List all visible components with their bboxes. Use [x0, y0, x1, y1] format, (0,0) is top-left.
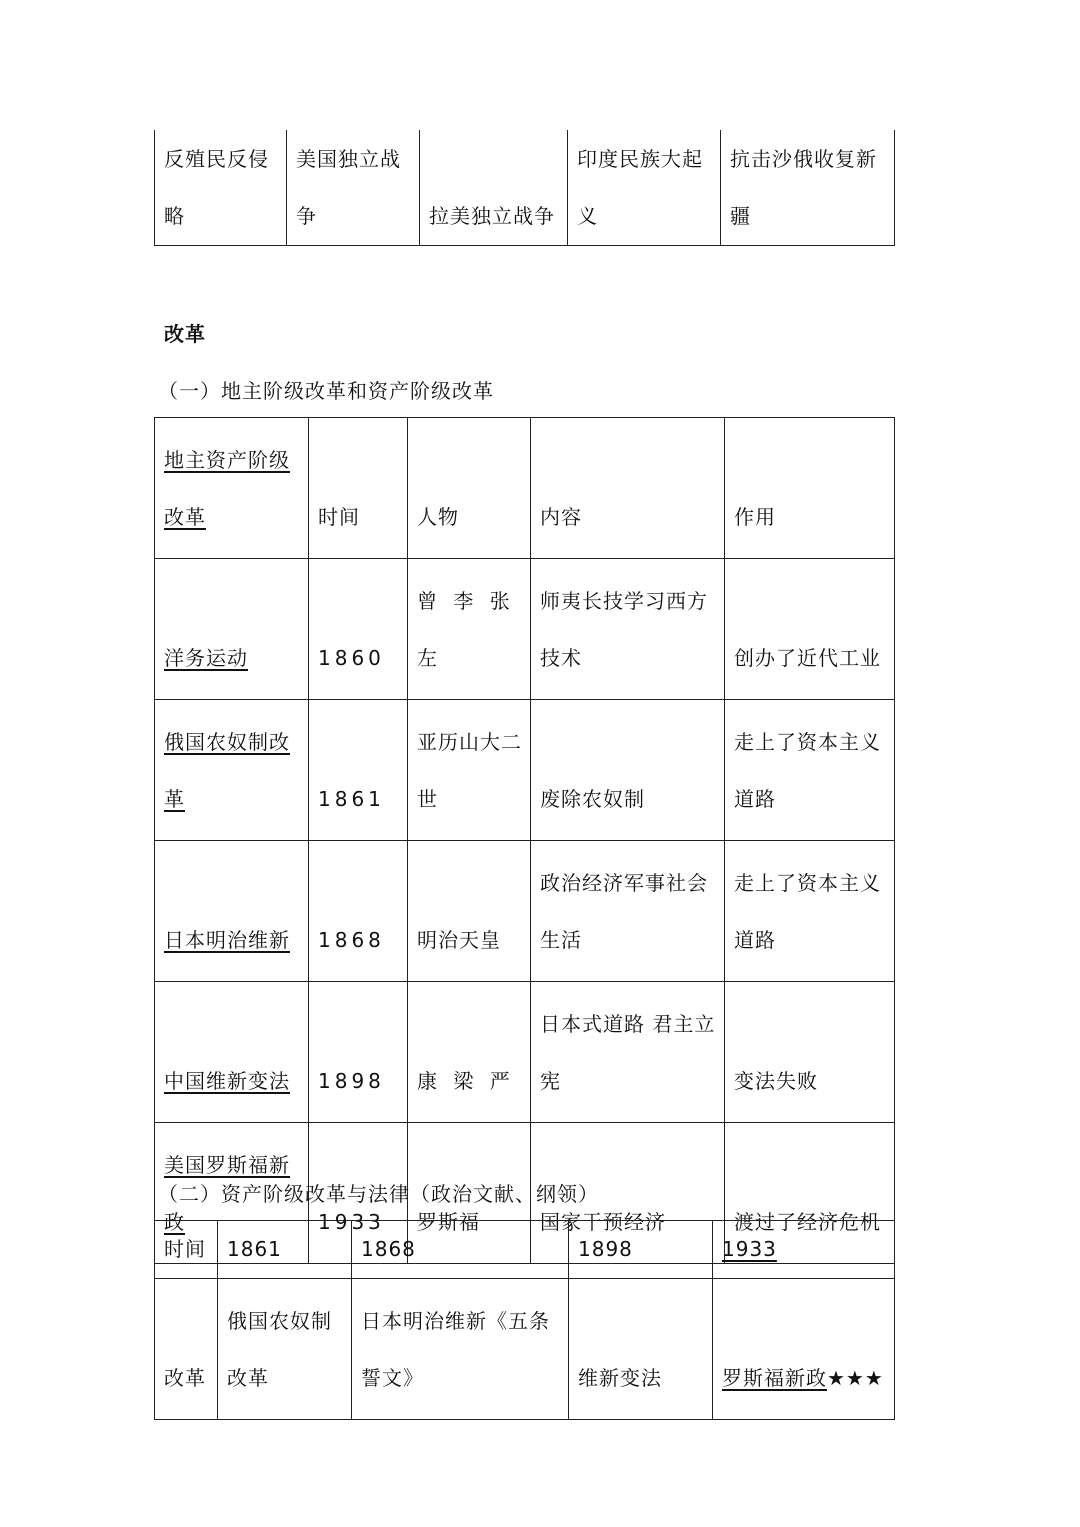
- table-cell: 日本明治维新《五条誓文》: [352, 1279, 569, 1420]
- table-cell: 政治经济军事社会生活: [531, 841, 725, 982]
- table-cell: 明治天皇: [408, 841, 531, 982]
- table-row: [155, 559, 895, 700]
- table-cell: 1898: [309, 982, 408, 1123]
- table-reforms: [154, 417, 895, 1264]
- column-header: 时间: [309, 418, 408, 559]
- table-cell: 反殖民反侵略: [155, 130, 287, 245]
- table-cell: 日本明治维新: [155, 841, 309, 982]
- table-cell: 1898: [569, 1221, 713, 1279]
- table-cell: 印度民族大起义: [568, 130, 721, 245]
- table-cell: 师夷长技学习西方技术: [531, 559, 725, 700]
- table-cell: 改革: [155, 1279, 218, 1420]
- table-cell: 中国维新变法: [155, 982, 309, 1123]
- table-cell: 1868: [309, 841, 408, 982]
- table-cell: 渡过了经济危机: [725, 1123, 895, 1264]
- subsection-title-2: （二）资产阶级改革与法律（政治文献、纲领）: [158, 1182, 599, 1206]
- table-cell: 抗击沙俄收复新疆: [721, 130, 895, 245]
- table-cell: 国家干预经济: [531, 1123, 725, 1264]
- table-anti-colonial: [154, 130, 895, 246]
- table-cell: 美国独立战争: [287, 130, 420, 245]
- reform-name: 罗斯福新政: [722, 1366, 827, 1390]
- table-cell: 康 梁 严: [408, 982, 531, 1123]
- table-row: [155, 700, 895, 841]
- table-cell: 美国罗斯福新政: [155, 1123, 309, 1264]
- table-cell: 时间: [155, 1221, 218, 1279]
- table-row: [155, 982, 895, 1123]
- table-cell: 变法失败: [725, 982, 895, 1123]
- table-cell: 创办了近代工业: [725, 559, 895, 700]
- table-cell: 走上了资本主义道路: [725, 841, 895, 982]
- table-cell: 日本式道路 君主立宪: [531, 982, 725, 1123]
- table-cell: 废除农奴制: [531, 700, 725, 841]
- table-cell: 走上了资本主义道路: [725, 700, 895, 841]
- section-title: 改革: [164, 322, 206, 346]
- column-header: 作用: [725, 418, 895, 559]
- table-cell: 洋务运动: [155, 559, 309, 700]
- column-header: 地主资产阶级改革: [155, 418, 309, 559]
- table-cell: 拉美独立战争: [420, 130, 568, 245]
- table-cell: 1861: [218, 1221, 352, 1279]
- table-cell: 俄国农奴制改革: [155, 700, 309, 841]
- table-cell: 俄国农奴制改革: [218, 1279, 352, 1420]
- table-cell: 1933: [309, 1123, 408, 1264]
- table-cell: 曾 李 张 左: [408, 559, 531, 700]
- column-header: 人物: [408, 418, 531, 559]
- table-row: [155, 130, 895, 245]
- table-cell: 1933: [713, 1221, 895, 1279]
- table-cell: [713, 1279, 895, 1420]
- column-header: 内容: [531, 418, 725, 559]
- table-row: [155, 841, 895, 982]
- table-cell: 维新变法: [569, 1279, 713, 1420]
- table-header-row: [155, 418, 895, 559]
- table-row: [155, 1279, 895, 1420]
- table-cell: 1861: [309, 700, 408, 841]
- table-cell: 1860: [309, 559, 408, 700]
- table-cell: 亚历山大二世: [408, 700, 531, 841]
- table-reform-laws: [154, 1220, 895, 1420]
- table-cell: 1868: [352, 1221, 569, 1279]
- subsection-title-1: （一）地主阶级改革和资产阶级改革: [158, 379, 494, 403]
- table-cell: 罗斯福: [408, 1123, 531, 1264]
- table-row: [155, 1221, 895, 1279]
- star-rating: ★★★: [827, 1366, 884, 1390]
